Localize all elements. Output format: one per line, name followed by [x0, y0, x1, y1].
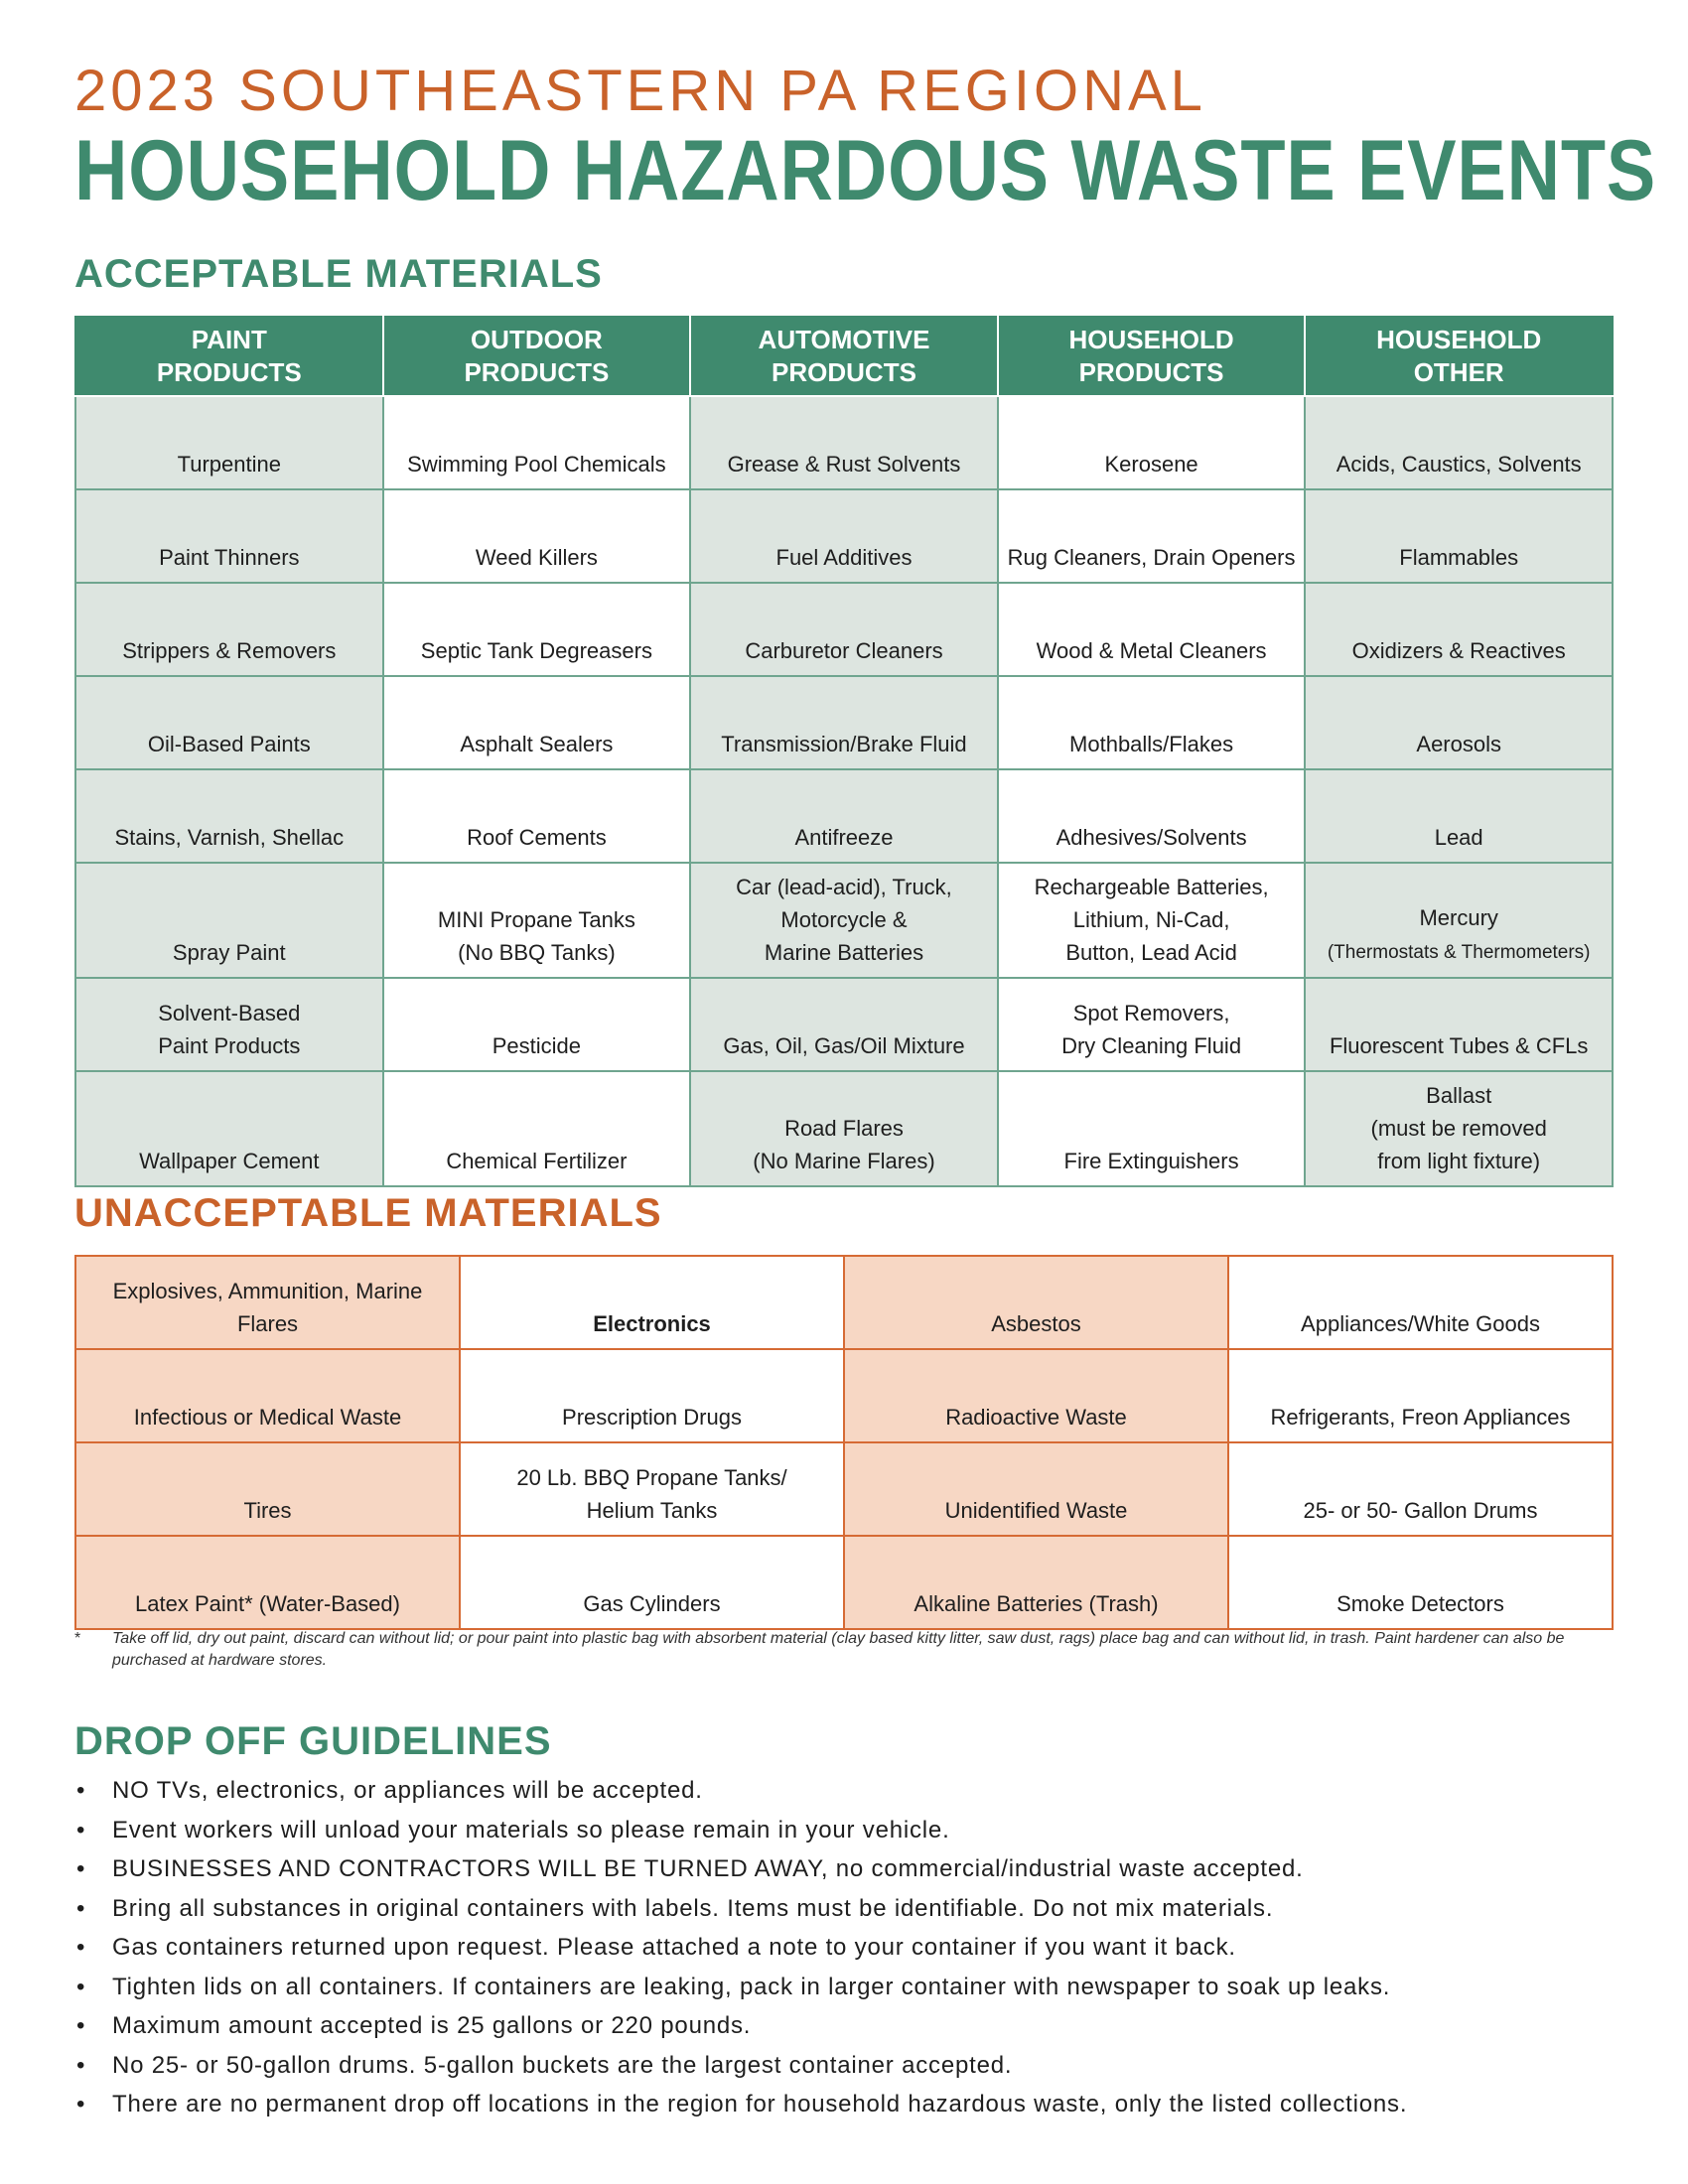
table-row — [75, 1256, 1613, 1349]
table-cell: 20 Lb. BBQ Propane Tanks/ Helium Tanks — [460, 1442, 844, 1536]
table-row — [75, 769, 1613, 863]
table-cell: Fluorescent Tubes & CFLs — [1305, 978, 1613, 1071]
table-cell: Fuel Additives — [690, 489, 998, 583]
table-row — [75, 583, 1613, 676]
list-item: • NO TVs, electronics, or appliances will be accepted. — [74, 1771, 1614, 1811]
table-cell: Tires — [75, 1442, 460, 1536]
table-cell: Rug Cleaners, Drain Openers — [998, 489, 1306, 583]
table-cell: Road Flares (No Marine Flares) — [690, 1071, 998, 1186]
table-cell: Radioactive Waste — [844, 1349, 1228, 1442]
table-row — [75, 396, 1613, 489]
table-cell: Transmission/Brake Fluid — [690, 676, 998, 769]
table-row — [75, 489, 1613, 583]
unacceptable-heading: UNACCEPTABLE MATERIALS — [74, 1191, 662, 1235]
title-year-region: 2023 SOUTHEASTERN PA REGIONAL — [74, 59, 1206, 123]
table-cell: Unidentified Waste — [844, 1442, 1228, 1536]
table-cell: Appliances/White Goods — [1228, 1256, 1613, 1349]
list-item: • BUSINESSES AND CONTRACTORS WILL BE TURNED AWAY, no commercial/industrial waste accepted. — [74, 1849, 1614, 1889]
guidelines-heading: DROP OFF GUIDELINES — [74, 1719, 552, 1763]
table-cell: Electronics — [460, 1256, 844, 1349]
table-cell: Refrigerants, Freon Appliances — [1228, 1349, 1613, 1442]
table-cell: Antifreeze — [690, 769, 998, 863]
table-cell: Spray Paint — [75, 863, 383, 978]
column-header-household-products: HOUSEHOLD PRODUCTS — [998, 317, 1306, 396]
table-cell: Oil-Based Paints — [75, 676, 383, 769]
table-cell: Wallpaper Cement — [75, 1071, 383, 1186]
table-cell: Carburetor Cleaners — [690, 583, 998, 676]
list-item: • Tighten lids on all containers. If containers are leaking, pack in larger container with newspaper to soak up leaks. — [74, 1968, 1614, 2007]
acceptable-header-row — [75, 317, 1613, 396]
list-item: • Bring all substances in original containers with labels. Items must be identifiable. Do not mix materials. — [74, 1889, 1614, 1929]
table-cell: Roof Cements — [383, 769, 691, 863]
column-header-paint: PAINT PRODUCTS — [75, 317, 383, 396]
flyer-page — [74, 59, 1657, 2117]
column-header-automotive: AUTOMOTIVE PRODUCTS — [690, 317, 998, 396]
table-cell — [1305, 863, 1613, 978]
footnote-text: Take off lid, dry out paint, discard can without lid; or pour paint into plastic bag with absorbent material (clay based kitty litter, saw dust, rags) place bag and can without lid, in trash. Paint hardener can also be purchased at hardware stores. — [112, 1630, 1565, 1669]
table-row — [75, 1349, 1613, 1442]
table-cell: Adhesives/Solvents — [998, 769, 1306, 863]
table-cell: Prescription Drugs — [460, 1349, 844, 1442]
table-row — [75, 863, 1613, 978]
guidelines-list — [74, 1771, 1614, 2124]
table-cell: Aerosols — [1305, 676, 1613, 769]
table-cell: Lead — [1305, 769, 1613, 863]
table-cell: Gas Cylinders — [460, 1536, 844, 1629]
table-cell: Swimming Pool Chemicals — [383, 396, 691, 489]
page-title: HOUSEHOLD HAZARDOUS WASTE EVENTS — [74, 123, 1657, 218]
list-item: • Gas containers returned upon request. Please attached a note to your container if you want it back. — [74, 1928, 1614, 1968]
list-item: • Maximum amount accepted is 25 gallons or 220 pounds. — [74, 2006, 1614, 2046]
table-cell: Asbestos — [844, 1256, 1228, 1349]
table-cell: Infectious or Medical Waste — [75, 1349, 460, 1442]
mercury-note: (Thermostats & Thermometers) — [1327, 942, 1591, 963]
table-cell: Spot Removers, Dry Cleaning Fluid — [998, 978, 1306, 1071]
table-cell: Latex Paint* (Water-Based) — [75, 1536, 460, 1629]
table-cell: Paint Thinners — [75, 489, 383, 583]
acceptable-materials-table — [74, 316, 1614, 1187]
table-row — [75, 978, 1613, 1071]
table-cell: Turpentine — [75, 396, 383, 489]
table-cell: MINI Propane Tanks (No BBQ Tanks) — [383, 863, 691, 978]
table-cell: Solvent-Based Paint Products — [75, 978, 383, 1071]
table-cell: Pesticide — [383, 978, 691, 1071]
table-cell: Mothballs/Flakes — [998, 676, 1306, 769]
table-cell: Acids, Caustics, Solvents — [1305, 396, 1613, 489]
table-cell: Fire Extinguishers — [998, 1071, 1306, 1186]
table-cell: Asphalt Sealers — [383, 676, 691, 769]
table-cell: Septic Tank Degreasers — [383, 583, 691, 676]
table-cell: Chemical Fertilizer — [383, 1071, 691, 1186]
table-cell: Wood & Metal Cleaners — [998, 583, 1306, 676]
column-header-outdoor: OUTDOOR PRODUCTS — [383, 317, 691, 396]
table-cell: Oxidizers & Reactives — [1305, 583, 1613, 676]
drop-off-guidelines — [74, 1717, 1614, 2124]
table-cell: Car (lead-acid), Truck, Motorcycle & Marine Batteries — [690, 863, 998, 978]
table-cell: Grease & Rust Solvents — [690, 396, 998, 489]
list-item: • Event workers will unload your materials so please remain in your vehicle. — [74, 1811, 1614, 1850]
table-cell: Explosives, Ammunition, Marine Flares — [75, 1256, 460, 1349]
table-cell: Flammables — [1305, 489, 1613, 583]
table-cell: Rechargeable Batteries, Lithium, Ni-Cad, Button, Lead Acid — [998, 863, 1306, 978]
table-row — [75, 1442, 1613, 1536]
table-cell: Kerosene — [998, 396, 1306, 489]
table-cell: Alkaline Batteries (Trash) — [844, 1536, 1228, 1629]
table-cell: Stains, Varnish, Shellac — [75, 769, 383, 863]
table-cell: 25- or 50- Gallon Drums — [1228, 1442, 1613, 1536]
mercury-label: Mercury — [1419, 905, 1498, 930]
acceptable-heading: ACCEPTABLE MATERIALS — [74, 252, 603, 296]
column-header-household-other: HOUSEHOLD OTHER — [1305, 317, 1613, 396]
table-cell: Gas, Oil, Gas/Oil Mixture — [690, 978, 998, 1071]
table-row — [75, 1536, 1613, 1629]
table-cell: Weed Killers — [383, 489, 691, 583]
table-cell: Strippers & Removers — [75, 583, 383, 676]
table-cell: Ballast (must be removed from light fixture) — [1305, 1071, 1613, 1186]
table-row — [75, 676, 1613, 769]
table-cell: Smoke Detectors — [1228, 1536, 1613, 1629]
list-item: • There are no permanent drop off locations in the region for household hazardous waste, only the listed collections. — [74, 2085, 1614, 2124]
footnote — [74, 1628, 1614, 1672]
list-item: • No 25- or 50-gallon drums. 5-gallon buckets are the largest container accepted. — [74, 2046, 1614, 2086]
unacceptable-materials-table — [74, 1255, 1614, 1630]
footnote-marker: * — [74, 1630, 81, 1647]
table-row — [75, 1071, 1613, 1186]
